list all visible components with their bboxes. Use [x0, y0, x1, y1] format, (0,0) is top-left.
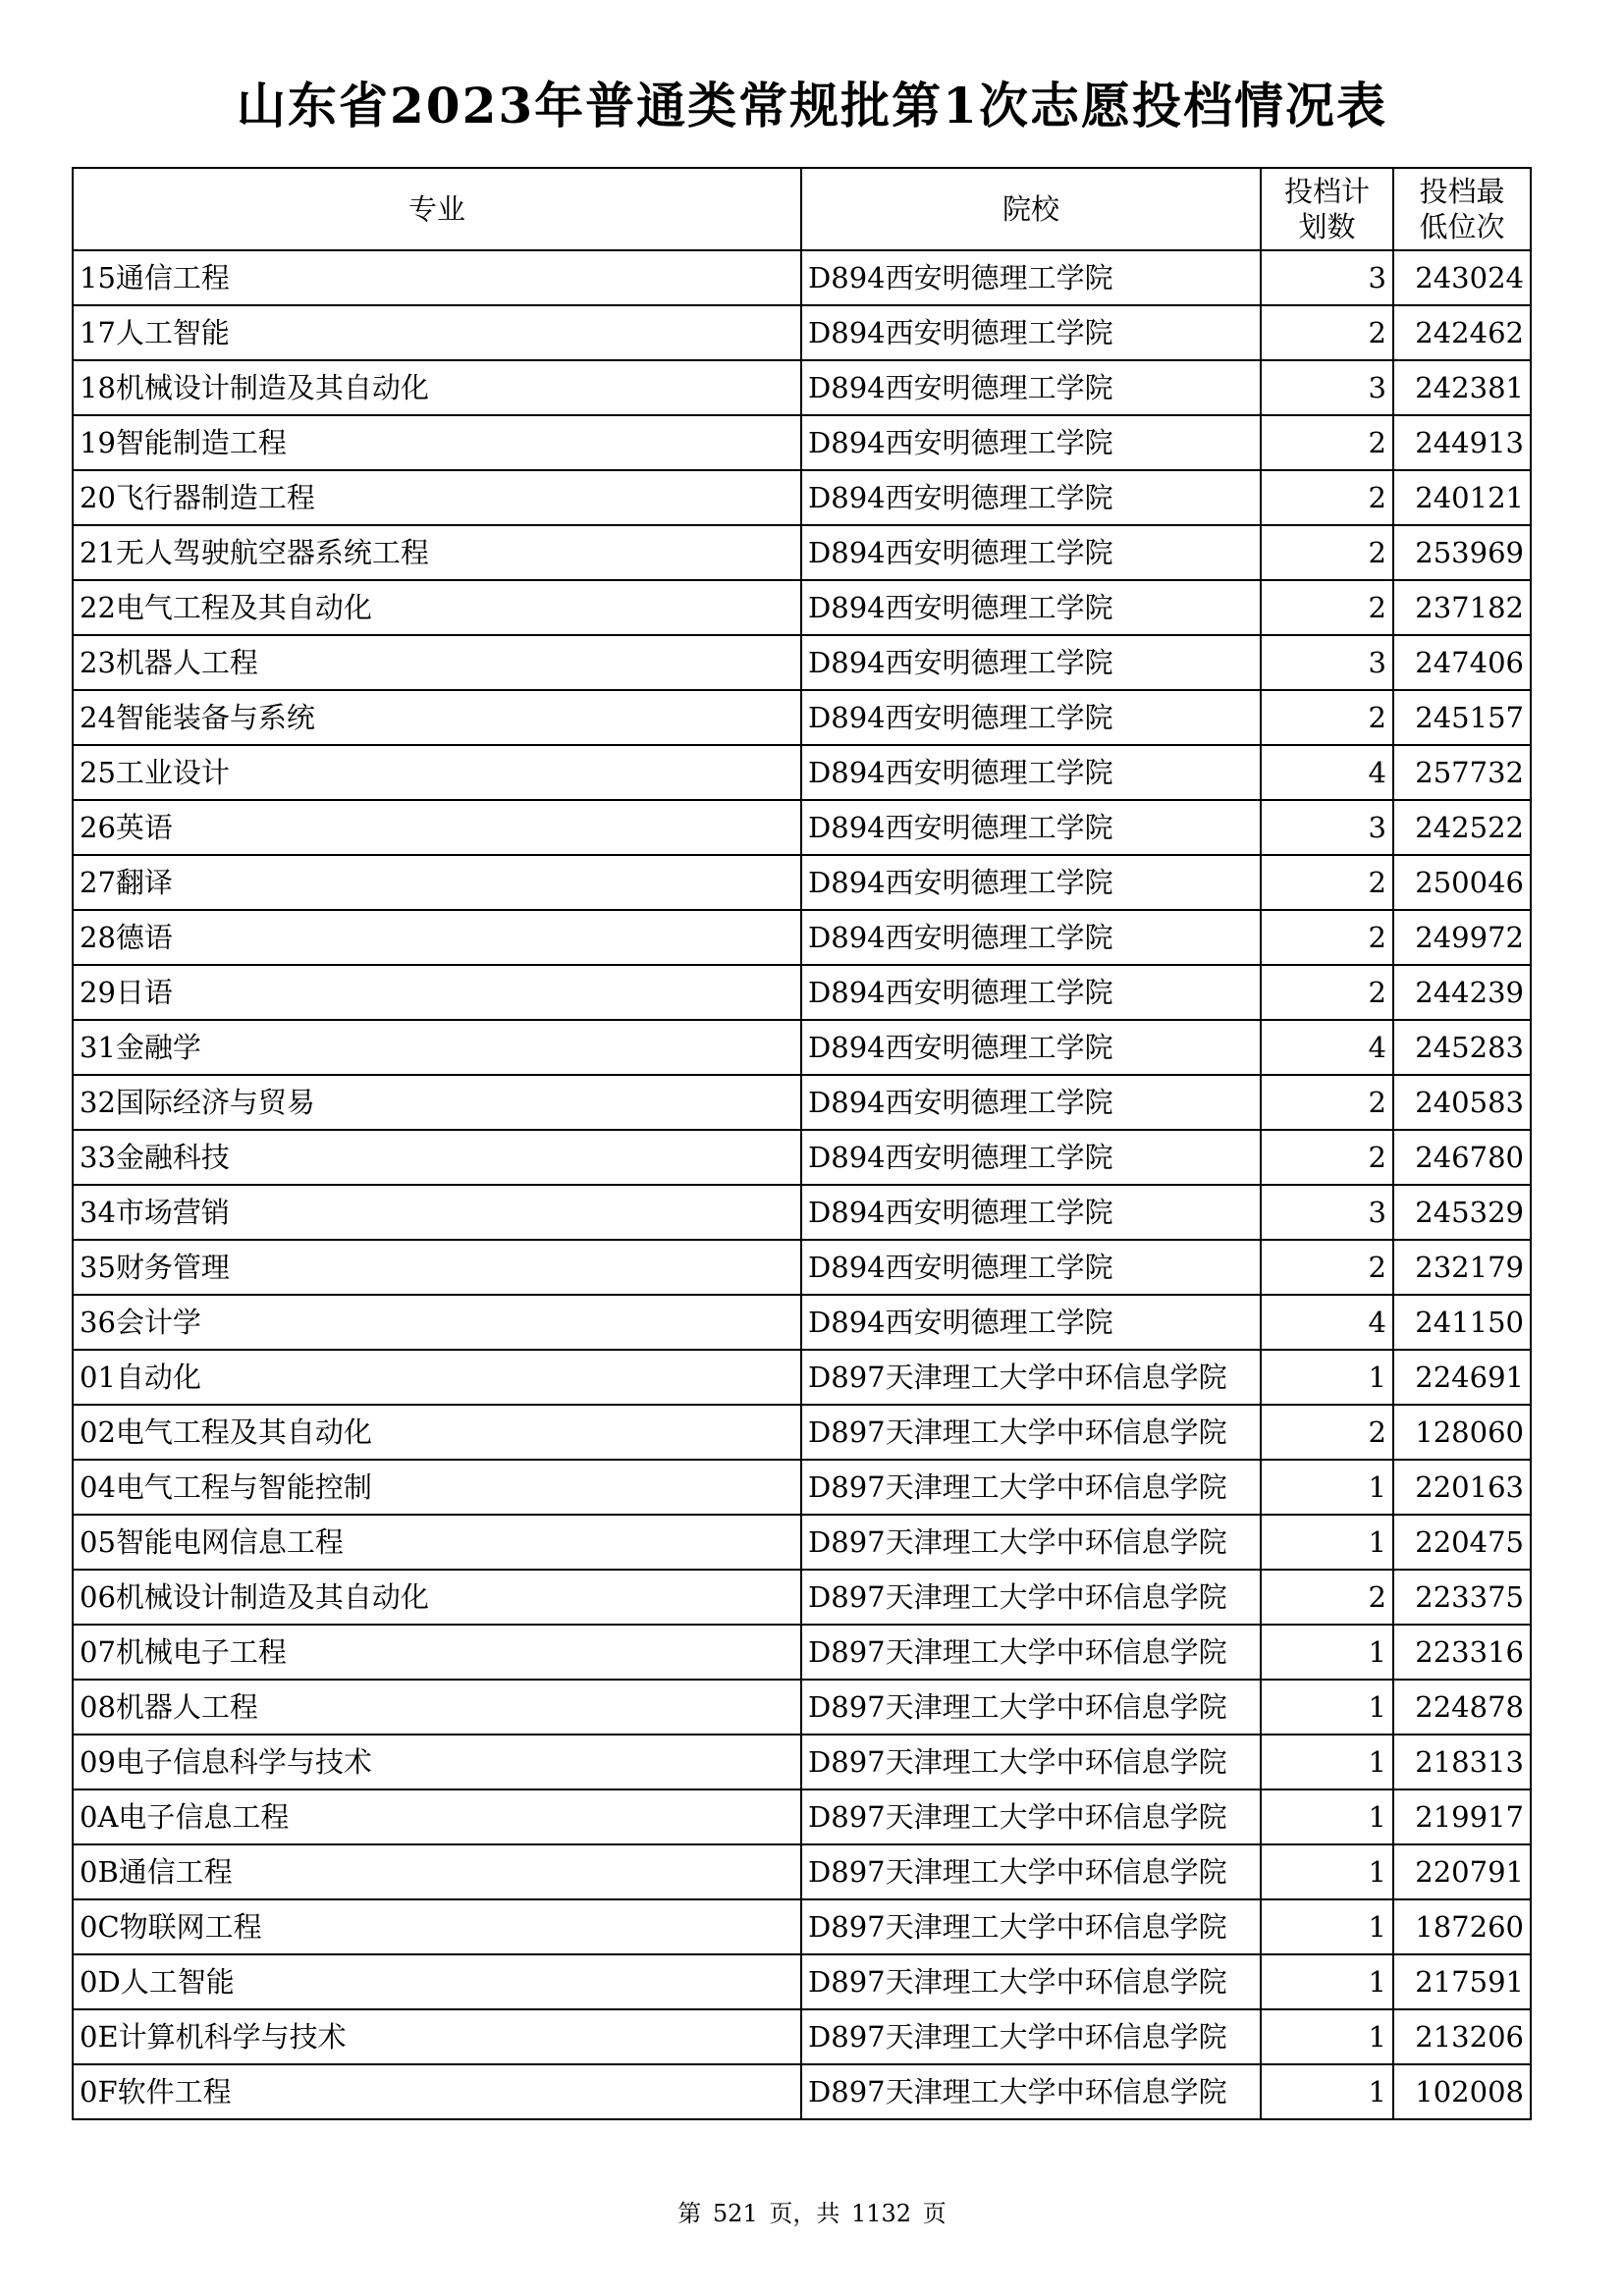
plan-count-cell: 4 — [1261, 745, 1393, 800]
major-cell: 26英语 — [73, 800, 801, 855]
major-cell: 32国际经济与贸易 — [73, 1075, 801, 1130]
table-row — [73, 305, 1531, 360]
plan-count-cell: 2 — [1261, 470, 1393, 525]
plan-count-cell: 1 — [1261, 1680, 1393, 1735]
min-rank-cell: 219917 — [1393, 1789, 1531, 1844]
school-cell: D894西安明德理工学院 — [801, 800, 1261, 855]
plan-count-cell: 1 — [1261, 1844, 1393, 1899]
table-row — [73, 1350, 1531, 1405]
table-row — [73, 470, 1531, 525]
school-cell: D897天津理工大学中环信息学院 — [801, 2009, 1261, 2064]
major-cell: 20飞行器制造工程 — [73, 470, 801, 525]
min-rank-cell: 250046 — [1393, 855, 1531, 910]
major-cell: 07机械电子工程 — [73, 1625, 801, 1680]
school-cell: D894西安明德理工学院 — [801, 305, 1261, 360]
table-row — [73, 690, 1531, 745]
major-cell: 22电气工程及其自动化 — [73, 580, 801, 635]
min-rank-cell: 249972 — [1393, 910, 1531, 965]
table-row — [73, 1130, 1531, 1185]
major-cell: 24智能装备与系统 — [73, 690, 801, 745]
footer-page-number: 521 — [712, 2200, 758, 2227]
school-cell: D894西安明德理工学院 — [801, 470, 1261, 525]
school-cell: D894西安明德理工学院 — [801, 690, 1261, 745]
min-rank-cell: 217591 — [1393, 1954, 1531, 2009]
min-rank-cell: 224878 — [1393, 1680, 1531, 1735]
min-rank-cell: 257732 — [1393, 745, 1531, 800]
min-rank-cell: 243024 — [1393, 250, 1531, 305]
plan-count-cell: 1 — [1261, 2064, 1393, 2119]
school-cell: D894西安明德理工学院 — [801, 250, 1261, 305]
header-plan — [1261, 168, 1393, 250]
table-row — [73, 1020, 1531, 1075]
admission-table — [72, 167, 1532, 2120]
min-rank-cell: 240121 — [1393, 470, 1531, 525]
min-rank-cell: 246780 — [1393, 1130, 1531, 1185]
school-cell: D894西安明德理工学院 — [801, 1295, 1261, 1350]
plan-count-cell: 1 — [1261, 1625, 1393, 1680]
table-row — [73, 910, 1531, 965]
footer-mid: 页，共 — [769, 2200, 840, 2227]
min-rank-cell: 213206 — [1393, 2009, 1531, 2064]
table-row — [73, 580, 1531, 635]
major-cell: 0D人工智能 — [73, 1954, 801, 2009]
school-cell: D897天津理工大学中环信息学院 — [801, 1954, 1261, 2009]
table-row — [73, 1185, 1531, 1240]
major-cell: 02电气工程及其自动化 — [73, 1405, 801, 1460]
major-cell: 08机器人工程 — [73, 1680, 801, 1735]
table-row — [73, 1295, 1531, 1350]
plan-count-cell: 2 — [1261, 690, 1393, 745]
major-cell: 01自动化 — [73, 1350, 801, 1405]
table-row — [73, 1075, 1531, 1130]
min-rank-cell: 223316 — [1393, 1625, 1531, 1680]
plan-count-cell: 1 — [1261, 1789, 1393, 1844]
table-row — [73, 1735, 1531, 1789]
plan-count-cell: 1 — [1261, 1515, 1393, 1570]
school-cell: D894西安明德理工学院 — [801, 415, 1261, 470]
table-row — [73, 2064, 1531, 2119]
min-rank-cell: 242522 — [1393, 800, 1531, 855]
major-cell: 35财务管理 — [73, 1240, 801, 1295]
plan-count-cell: 3 — [1261, 1185, 1393, 1240]
school-cell: D894西安明德理工学院 — [801, 1020, 1261, 1075]
school-cell: D894西安明德理工学院 — [801, 1130, 1261, 1185]
plan-count-cell: 1 — [1261, 1350, 1393, 1405]
major-cell: 05智能电网信息工程 — [73, 1515, 801, 1570]
footer-suffix: 页 — [922, 2200, 947, 2227]
major-cell: 25工业设计 — [73, 745, 801, 800]
school-cell: D894西安明德理工学院 — [801, 745, 1261, 800]
plan-count-cell: 2 — [1261, 855, 1393, 910]
major-cell: 06机械设计制造及其自动化 — [73, 1570, 801, 1625]
major-cell: 29日语 — [73, 965, 801, 1020]
plan-count-cell: 3 — [1261, 250, 1393, 305]
major-cell: 34市场营销 — [73, 1185, 801, 1240]
major-cell: 36会计学 — [73, 1295, 801, 1350]
page-title: 山东省2023年普通类常规批第1次志愿投档情况表 — [237, 77, 1387, 134]
min-rank-cell: 223375 — [1393, 1570, 1531, 1625]
table-row — [73, 360, 1531, 415]
min-rank-cell: 128060 — [1393, 1405, 1531, 1460]
min-rank-cell: 242381 — [1393, 360, 1531, 415]
min-rank-cell: 244913 — [1393, 415, 1531, 470]
major-cell: 0B通信工程 — [73, 1844, 801, 1899]
plan-count-cell: 3 — [1261, 360, 1393, 415]
plan-count-cell: 1 — [1261, 1460, 1393, 1515]
major-cell: 0C物联网工程 — [73, 1899, 801, 1954]
school-cell: D894西安明德理工学院 — [801, 525, 1261, 580]
table-body — [73, 250, 1531, 2119]
plan-count-cell: 1 — [1261, 2009, 1393, 2064]
plan-count-cell: 2 — [1261, 1075, 1393, 1130]
min-rank-cell: 245329 — [1393, 1185, 1531, 1240]
school-cell: D897天津理工大学中环信息学院 — [801, 1515, 1261, 1570]
plan-count-cell: 1 — [1261, 1954, 1393, 2009]
min-rank-cell: 247406 — [1393, 635, 1531, 690]
table-row — [73, 855, 1531, 910]
table-row — [73, 1844, 1531, 1899]
plan-count-cell: 3 — [1261, 800, 1393, 855]
table-row — [73, 1515, 1531, 1570]
major-cell: 33金融科技 — [73, 1130, 801, 1185]
major-cell: 15通信工程 — [73, 250, 801, 305]
school-cell: D894西安明德理工学院 — [801, 1240, 1261, 1295]
school-cell: D897天津理工大学中环信息学院 — [801, 1899, 1261, 1954]
min-rank-cell: 241150 — [1393, 1295, 1531, 1350]
page-footer — [0, 2199, 1624, 2228]
major-cell: 28德语 — [73, 910, 801, 965]
table-row — [73, 800, 1531, 855]
table-header — [73, 168, 1531, 250]
table-row — [73, 745, 1531, 800]
header-rank-line1: 投档最 — [1419, 175, 1505, 208]
plan-count-cell: 2 — [1261, 1240, 1393, 1295]
major-cell: 23机器人工程 — [73, 635, 801, 690]
header-row — [73, 168, 1531, 250]
school-cell: D897天津理工大学中环信息学院 — [801, 1844, 1261, 1899]
plan-count-cell: 2 — [1261, 910, 1393, 965]
school-cell: D894西安明德理工学院 — [801, 360, 1261, 415]
min-rank-cell: 187260 — [1393, 1899, 1531, 1954]
header-rank-line2: 低位次 — [1419, 210, 1505, 243]
table-row — [73, 1405, 1531, 1460]
major-cell: 09电子信息科学与技术 — [73, 1735, 801, 1789]
major-cell: 0E计算机科学与技术 — [73, 2009, 801, 2064]
school-cell: D897天津理工大学中环信息学院 — [801, 1350, 1261, 1405]
min-rank-cell: 102008 — [1393, 2064, 1531, 2119]
major-cell: 04电气工程与智能控制 — [73, 1460, 801, 1515]
min-rank-cell: 220475 — [1393, 1515, 1531, 1570]
table-row — [73, 1625, 1531, 1680]
table-row — [73, 965, 1531, 1020]
school-cell: D894西安明德理工学院 — [801, 1185, 1261, 1240]
table-row — [73, 1240, 1531, 1295]
plan-count-cell: 2 — [1261, 415, 1393, 470]
plan-count-cell: 2 — [1261, 525, 1393, 580]
plan-count-cell: 4 — [1261, 1020, 1393, 1075]
school-cell: D897天津理工大学中环信息学院 — [801, 1625, 1261, 1680]
plan-count-cell: 2 — [1261, 1570, 1393, 1625]
major-cell: 19智能制造工程 — [73, 415, 801, 470]
school-cell: D894西安明德理工学院 — [801, 1075, 1261, 1130]
min-rank-cell: 242462 — [1393, 305, 1531, 360]
min-rank-cell: 240583 — [1393, 1075, 1531, 1130]
major-cell: 21无人驾驶航空器系统工程 — [73, 525, 801, 580]
table-row — [73, 1789, 1531, 1844]
header-plan-line2: 划数 — [1298, 210, 1356, 243]
table-row — [73, 1680, 1531, 1735]
min-rank-cell: 245283 — [1393, 1020, 1531, 1075]
table-row — [73, 250, 1531, 305]
school-cell: D897天津理工大学中环信息学院 — [801, 1735, 1261, 1789]
table-row — [73, 1570, 1531, 1625]
table-row — [73, 415, 1531, 470]
table-row — [73, 525, 1531, 580]
major-cell: 27翻译 — [73, 855, 801, 910]
major-cell: 18机械设计制造及其自动化 — [73, 360, 801, 415]
min-rank-cell: 220163 — [1393, 1460, 1531, 1515]
min-rank-cell: 224691 — [1393, 1350, 1531, 1405]
major-cell: 0A电子信息工程 — [73, 1789, 801, 1844]
major-cell: 0F软件工程 — [73, 2064, 801, 2119]
min-rank-cell: 245157 — [1393, 690, 1531, 745]
plan-count-cell: 3 — [1261, 635, 1393, 690]
min-rank-cell: 253969 — [1393, 525, 1531, 580]
school-cell: D894西安明德理工学院 — [801, 855, 1261, 910]
min-rank-cell: 237182 — [1393, 580, 1531, 635]
table-row — [73, 635, 1531, 690]
plan-count-cell: 2 — [1261, 965, 1393, 1020]
footer-total-pages: 1132 — [851, 2200, 912, 2227]
plan-count-cell: 1 — [1261, 1735, 1393, 1789]
school-cell: D897天津理工大学中环信息学院 — [801, 1789, 1261, 1844]
min-rank-cell: 232179 — [1393, 1240, 1531, 1295]
school-cell: D897天津理工大学中环信息学院 — [801, 1570, 1261, 1625]
plan-count-cell: 2 — [1261, 1405, 1393, 1460]
major-cell: 31金融学 — [73, 1020, 801, 1075]
header-plan-line1: 投档计 — [1283, 175, 1370, 208]
plan-count-cell: 2 — [1261, 580, 1393, 635]
plan-count-cell: 4 — [1261, 1295, 1393, 1350]
header-rank — [1393, 168, 1531, 250]
school-cell: D894西安明德理工学院 — [801, 635, 1261, 690]
school-cell: D894西安明德理工学院 — [801, 965, 1261, 1020]
table-row — [73, 1954, 1531, 2009]
school-cell: D897天津理工大学中环信息学院 — [801, 1680, 1261, 1735]
header-major: 专业 — [73, 168, 801, 250]
plan-count-cell: 2 — [1261, 1130, 1393, 1185]
school-cell: D897天津理工大学中环信息学院 — [801, 1460, 1261, 1515]
school-cell: D897天津理工大学中环信息学院 — [801, 2064, 1261, 2119]
school-cell: D897天津理工大学中环信息学院 — [801, 1405, 1261, 1460]
plan-count-cell: 2 — [1261, 305, 1393, 360]
school-cell: D894西安明德理工学院 — [801, 580, 1261, 635]
header-school: 院校 — [801, 168, 1261, 250]
table-row — [73, 1460, 1531, 1515]
table-row — [73, 2009, 1531, 2064]
min-rank-cell: 218313 — [1393, 1735, 1531, 1789]
footer-prefix: 第 — [677, 2200, 702, 2227]
min-rank-cell: 220791 — [1393, 1844, 1531, 1899]
major-cell: 17人工智能 — [73, 305, 801, 360]
plan-count-cell: 1 — [1261, 1899, 1393, 1954]
min-rank-cell: 244239 — [1393, 965, 1531, 1020]
table-row — [73, 1899, 1531, 1954]
school-cell: D894西安明德理工学院 — [801, 910, 1261, 965]
